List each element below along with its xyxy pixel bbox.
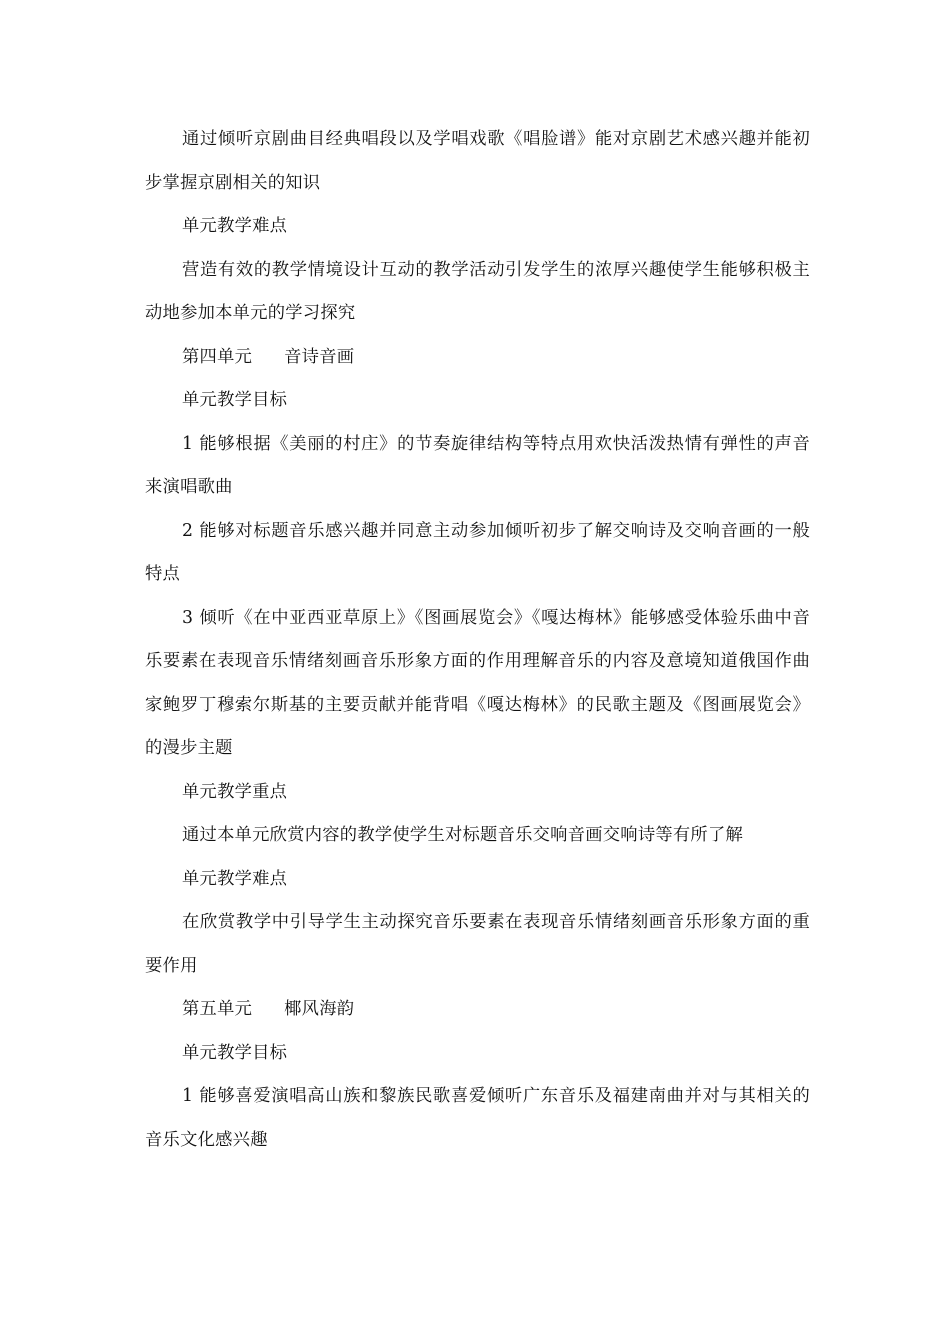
- heading-unit-four: [145, 336, 810, 380]
- heading-unit-goals-2: 单元教学目标: [182, 1042, 288, 1063]
- unit-four-title: 音诗音画: [284, 346, 355, 367]
- heading-unit-goals: 单元教学目标: [182, 390, 288, 410]
- paragraph-difficulty-text: 营造有效的教学情境设计互动的教学活动引发学生的浓厚兴趣使学生能够积极主动地参加本单元的学习探究: [145, 259, 810, 323]
- unit-four-number: 第四单元: [182, 346, 253, 367]
- goal-item-2: 2 能够对标题音乐感兴趣并同意主动参加倾听初步了解交响诗及交响音画的一般特点: [145, 520, 810, 584]
- heading-unit-key-points: 单元教学重点: [182, 781, 288, 802]
- goal-item-1: 1 能够根据《美丽的村庄》的节奏旋律结构等特点用欢快活泼热情有弹性的声音来演唱歌曲: [145, 433, 810, 497]
- paragraph-difficulty-text-2: 在欣赏教学中引导学生主动探究音乐要素在表现音乐情绪刻画音乐形象方面的重要作用: [145, 912, 810, 976]
- unit-five-number: 第五单元: [182, 999, 253, 1019]
- heading-unit-five: [145, 988, 810, 1032]
- heading-unit-difficulty-2: 单元教学难点: [182, 868, 288, 889]
- unit-five-title: 椰风海韵: [284, 999, 355, 1019]
- paragraph-peking-opera-goal: 通过倾听京剧曲目经典唱段以及学唱戏歌《唱脸谱》能对京剧艺术感兴趣并能初步掌握京剧相关的知识: [145, 129, 810, 193]
- goal-item-1-unit-five: 1 能够喜爱演唱高山族和黎族民歌喜爱倾听广东音乐及福建南曲并对与其相关的音乐文化感兴趣: [145, 1086, 810, 1150]
- goal-item-3: 3 倾听《在中亚西亚草原上》《图画展览会》《嘎达梅林》能够感受体验乐曲中音乐要素在表现音乐情绪刻画音乐形象方面的作用理解音乐的内容及意境知道俄国作曲家鲍罗丁穆索尔斯基的主要贡献并能背唱《嘎达梅林》的民歌主题及《图画展览会》的漫步主题: [145, 607, 810, 758]
- paragraph-key-points: 通过本单元欣赏内容的教学使学生对标题音乐交响音画交响诗等有所了解: [182, 825, 744, 845]
- document-body: [145, 118, 810, 1162]
- heading-unit-difficulty: 单元教学难点: [182, 216, 288, 236]
